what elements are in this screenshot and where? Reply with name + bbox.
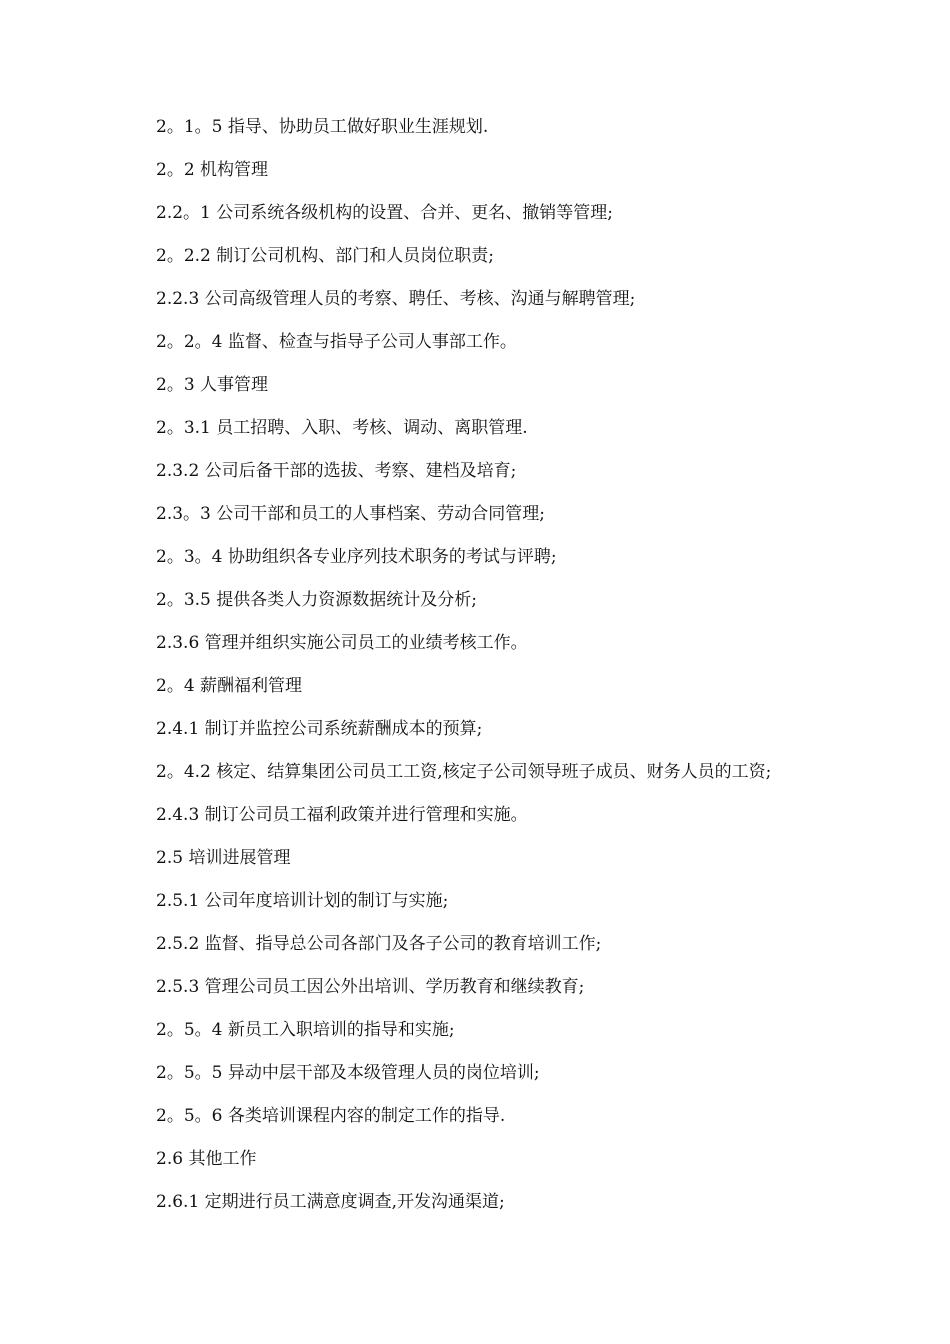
section-heading: 2。2 机构管理 — [156, 160, 269, 180]
text-line: 2.6.1 定期进行员工满意度调查,开发沟通渠道; — [156, 1192, 505, 1212]
text-line: 2。2.2 制订公司机构、部门和人员岗位职责; — [156, 246, 494, 266]
text-line: 2。3.5 提供各类人力资源数据统计及分析; — [156, 590, 477, 610]
section-heading: 2。4 薪酬福利管理 — [156, 676, 303, 696]
text-line: 2。5。4 新员工入职培训的指导和实施; — [156, 1020, 455, 1040]
text-line: 2.4.3 制订公司员工福利政策并进行管理和实施。 — [156, 805, 528, 825]
text-line: 2。4.2 核定、结算集团公司员工工资,核定子公司领导班子成员、财务人员的工资; — [156, 762, 772, 782]
text-line: 2.2.3 公司高级管理人员的考察、聘任、考核、沟通与解聘管理; — [156, 289, 636, 309]
text-line: 2.5.2 监督、指导总公司各部门及各子公司的教育培训工作; — [156, 934, 602, 954]
text-line: 2.3。3 公司干部和员工的人事档案、劳动合同管理; — [156, 504, 545, 524]
document-body — [156, 112, 916, 1230]
section-heading: 2。3 人事管理 — [156, 375, 269, 395]
section-heading: 2.5 培训进展管理 — [156, 848, 291, 868]
text-line: 2。3.1 员工招聘、入职、考核、调动、离职管理. — [156, 418, 528, 438]
section-heading: 2.6 其他工作 — [156, 1149, 257, 1169]
text-line: 2.3.2 公司后备干部的选拔、考察、建档及培育; — [156, 461, 517, 481]
text-line: 2.5.1 公司年度培训计划的制订与实施; — [156, 891, 449, 911]
text-line: 2.5.3 管理公司员工因公外出培训、学历教育和继续教育; — [156, 977, 585, 997]
text-line: 2。3。4 协助组织各专业序列技术职务的考试与评聘; — [156, 547, 557, 567]
text-line: 2。5。5 异动中层干部及本级管理人员的岗位培训; — [156, 1063, 540, 1083]
text-line: 2.2。1 公司系统各级机构的设置、合并、更名、撤销等管理; — [156, 203, 613, 223]
text-line: 2.3.6 管理并组织实施公司员工的业绩考核工作。 — [156, 633, 528, 653]
text-line: 2。5。6 各类培训课程内容的制定工作的指导. — [156, 1106, 506, 1126]
text-line: 2。1。5 指导、协助员工做好职业生涯规划. — [156, 117, 489, 137]
text-line: 2.4.1 制订并监控公司系统薪酬成本的预算; — [156, 719, 483, 739]
text-line: 2。2。4 监督、检查与指导子公司人事部工作。 — [156, 332, 517, 352]
